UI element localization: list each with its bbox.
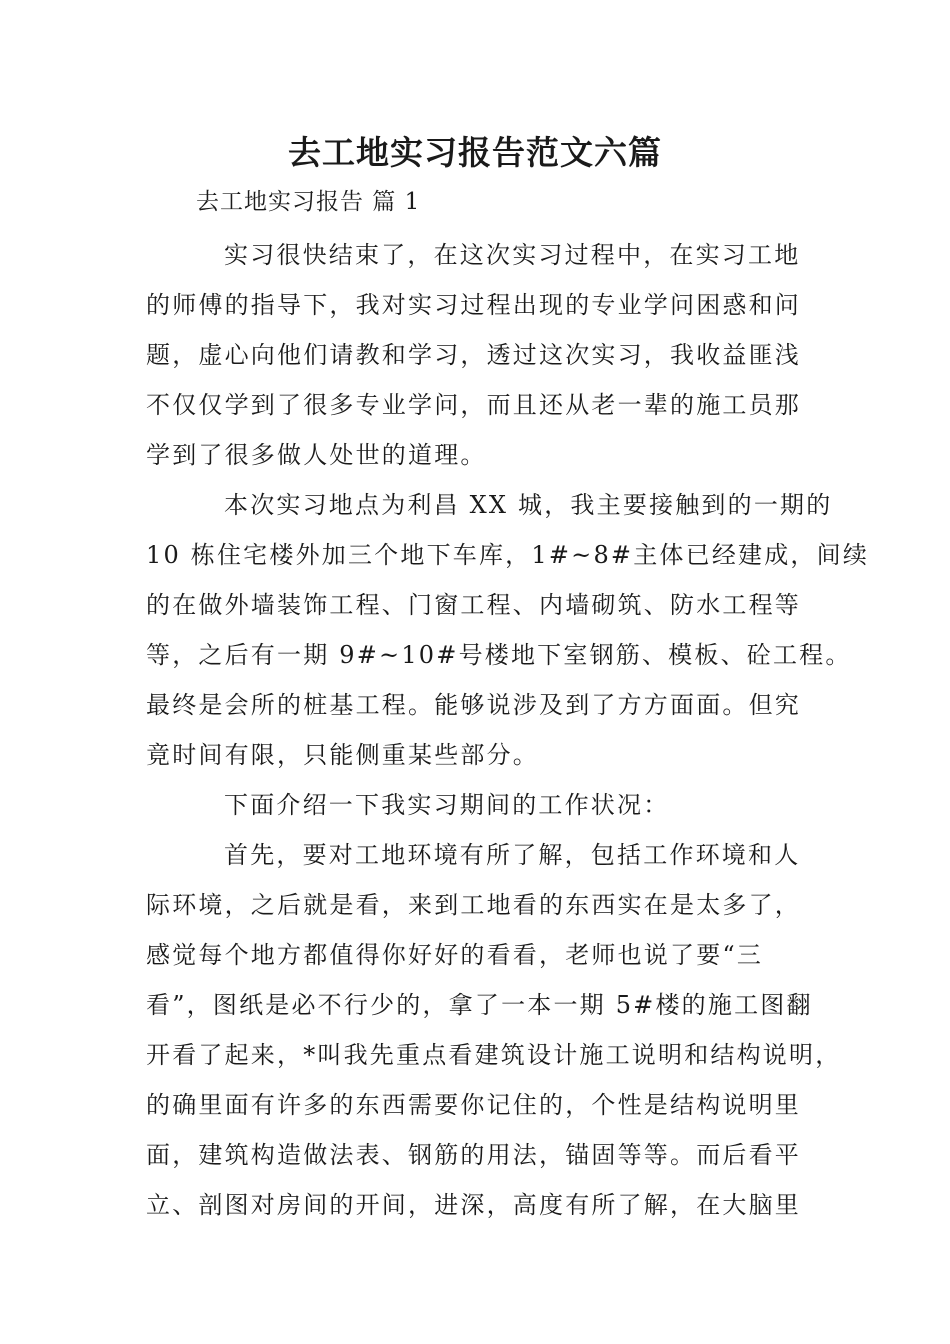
text-line: 不仅仅学到了很多专业学问，而且还从老一辈的施工员那 [146,391,801,419]
paragraph-4 [146,830,842,1230]
text-line: 的在做外墙装饰工程、门窗工程、内墙砌筑、防水工程等 [146,591,801,619]
text-line: 感觉每个地方都值得你好好的看看，老师也说了要“三 [146,941,764,969]
text-line: 实习很快结束了，在这次实习过程中，在实习工地 [224,241,801,269]
text-line: 等，之后有一期 9#~10#号楼地下室钢筋、模板、砼工程。 [146,641,852,669]
text-line: 开看了起来，*叫我先重点看建筑设计施工说明和结构说明， [146,1041,842,1069]
paragraph-1 [146,230,810,480]
text-line: 下面介绍一下我实习期间的工作状况： [224,791,670,819]
text-line: 最终是会所的桩基工程。能够说涉及到了方方面面。但究 [146,691,801,719]
text-line: 际环境，之后就是看，来到工地看的东西实在是太多了， [146,891,801,919]
text-line: 首先，要对工地环境有所了解，包括工作环境和人 [224,841,801,869]
text-line: 看”，图纸是必不行少的，拿了一本一期 5#楼的施工图翻 [146,991,813,1019]
paragraph-2 [146,480,870,780]
paragraph-3 [146,780,810,830]
text-line: 立、剖图对房间的开间，进深，高度有所了解，在大脑里 [146,1191,801,1219]
text-line: 竟时间有限，只能侧重某些部分。 [146,741,539,769]
section-heading: 去工地实习报告 篇 1 [196,189,421,215]
text-line: 面，建筑构造做法表、钢筋的用法，锚固等等。而后看平 [146,1141,801,1169]
text-line: 的确里面有许多的东西需要你记住的，个性是结构说明里 [146,1091,801,1119]
text-line: 的师傅的指导下，我对实习过程出现的专业学问困惑和问 [146,291,801,319]
text-line: 学到了很多做人处世的道理。 [146,441,487,469]
text-line: 10 栋住宅楼外加三个地下车库，1#~8#主体已经建成，间续 [146,541,870,569]
text-line: 题，虚心向他们请教和学习，透过这次实习，我收益匪浅 [146,341,801,369]
document-body [146,230,870,1230]
document-title: 去工地实习报告范文六篇 [288,133,662,172]
text-line: 本次实习地点为利昌 XX 城，我主要接触到的一期的 [224,491,833,519]
